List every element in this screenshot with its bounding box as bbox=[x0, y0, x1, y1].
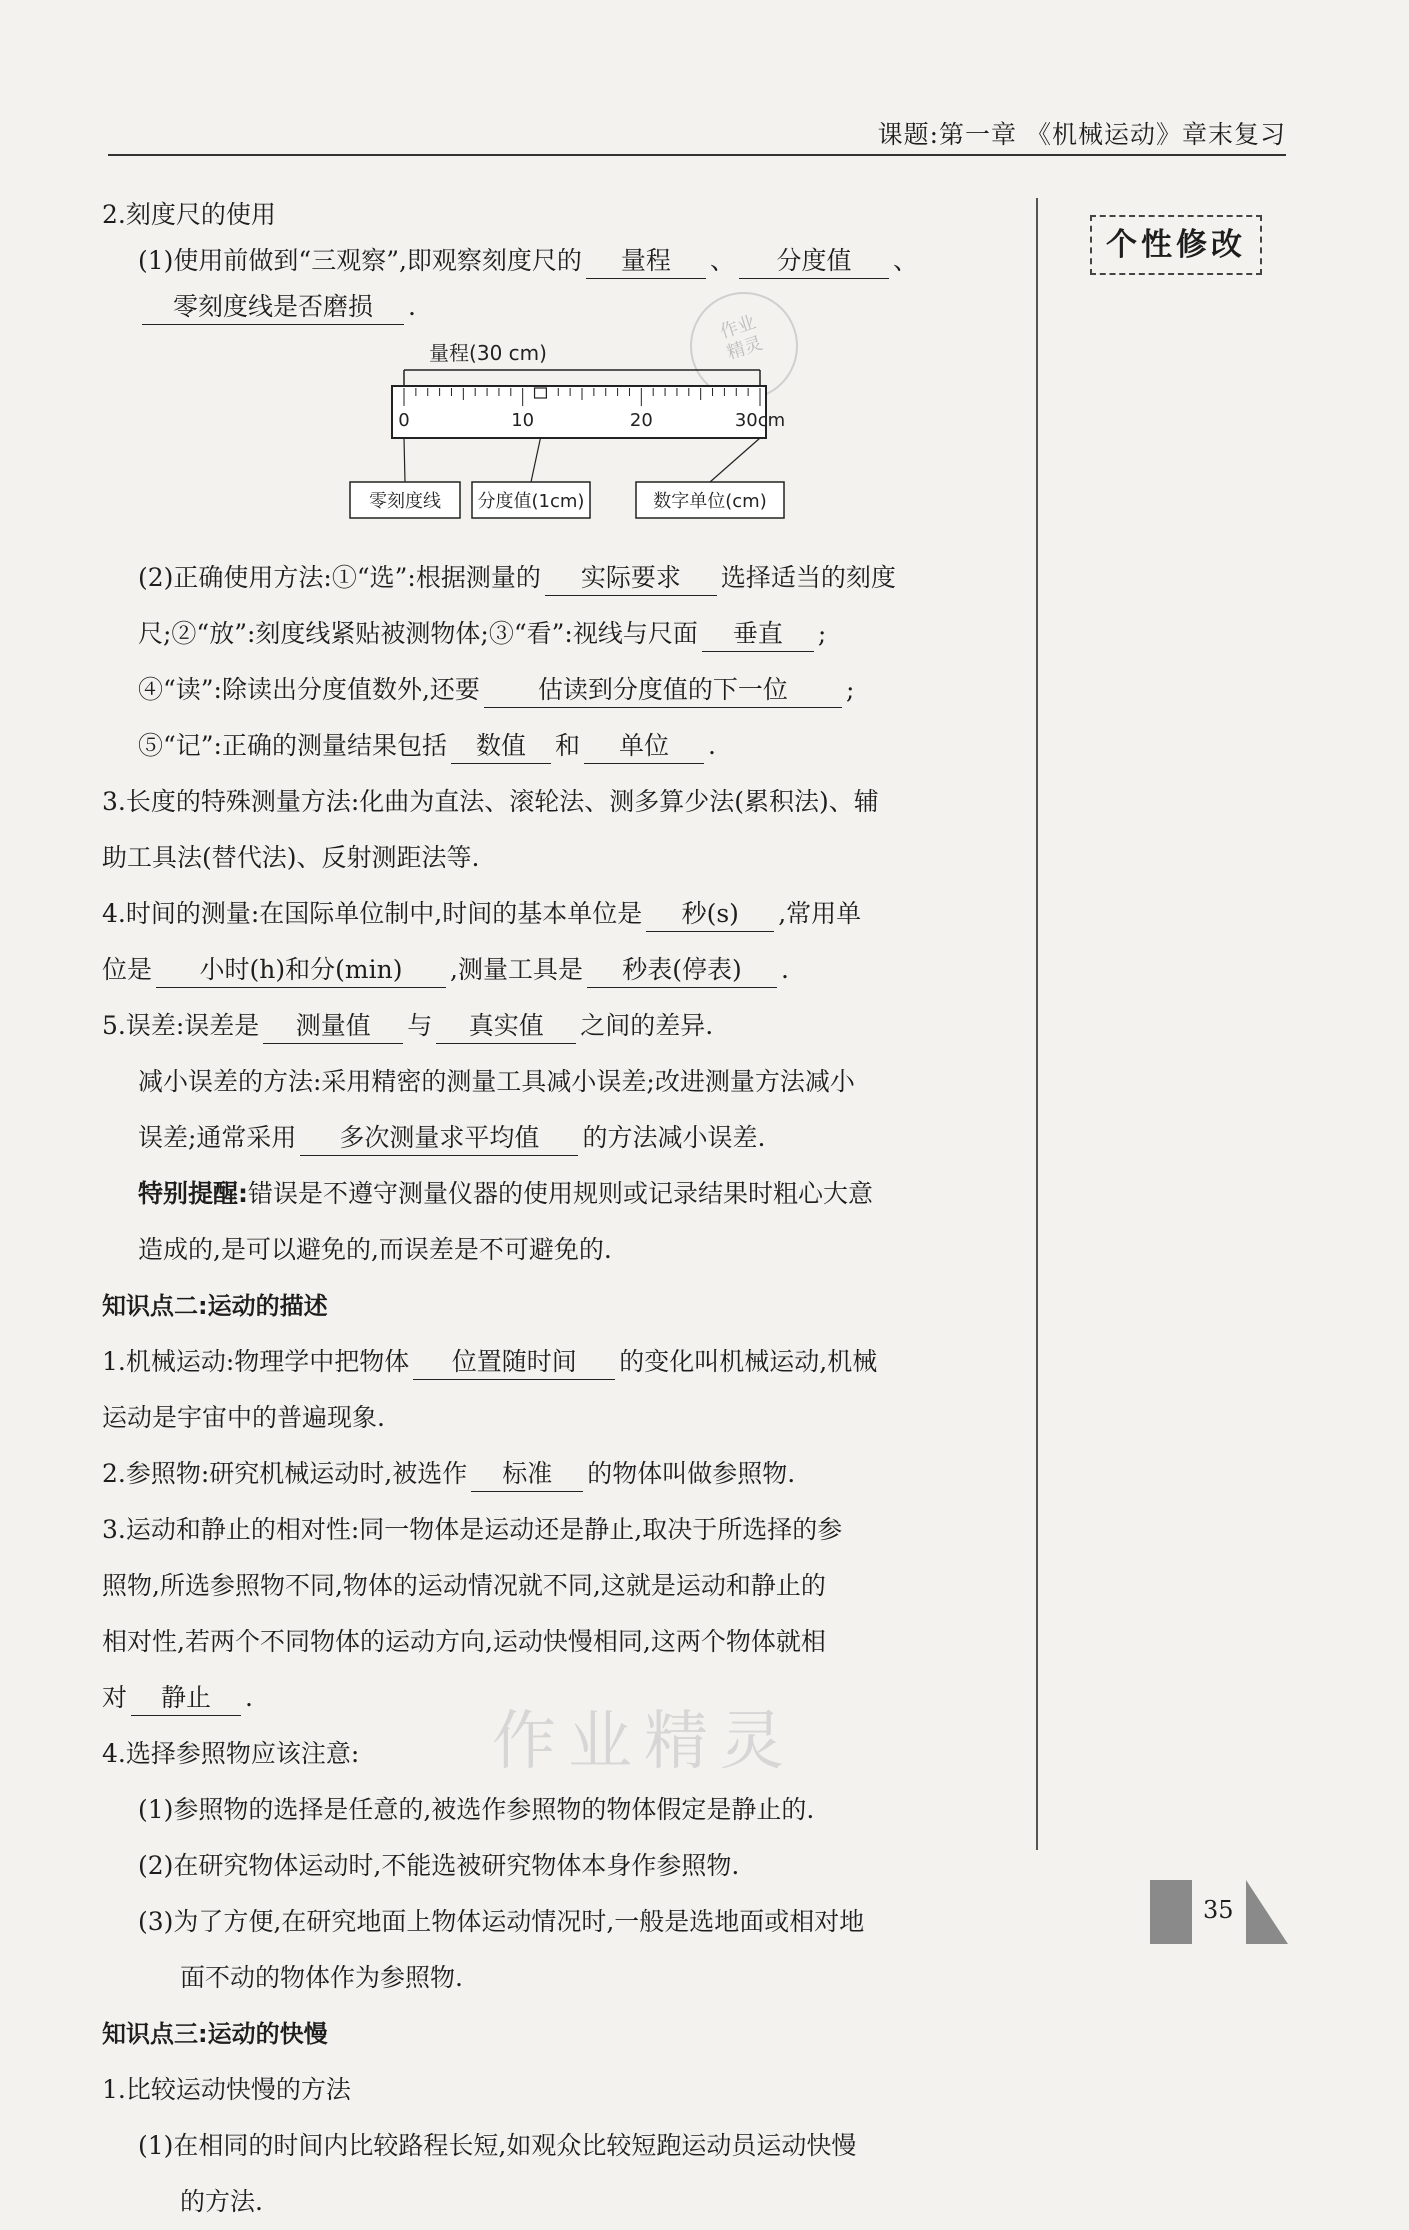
range-label: 量程(30 cm) bbox=[429, 341, 547, 365]
text-line bbox=[102, 1446, 1010, 1502]
callout-line bbox=[710, 438, 760, 482]
section-heading bbox=[102, 1278, 1010, 1334]
line-text: 错误是不遵守测量仪器的使用规则或记录结果时粗心大意 bbox=[248, 1179, 874, 1208]
text-line bbox=[102, 1838, 1010, 1894]
line-text: 2.刻度尺的使用 bbox=[102, 200, 276, 229]
text-line bbox=[102, 238, 1010, 284]
line-text: 、 bbox=[892, 246, 918, 275]
margin-divider bbox=[1036, 198, 1038, 1850]
margin-notes-label: 个性修改 bbox=[1090, 215, 1262, 275]
section-heading bbox=[102, 2006, 1010, 2062]
text-line bbox=[102, 2062, 1010, 2118]
emphasis-label: 特别提醒: bbox=[138, 1179, 248, 1208]
line-text: (1)使用前做到“三观察”,即观察刻度尺的 bbox=[138, 246, 582, 275]
text-line bbox=[102, 998, 1010, 1054]
line-text: 知识点三:运动的快慢 bbox=[102, 2020, 328, 2048]
text-line bbox=[102, 942, 1010, 998]
text-line bbox=[102, 1502, 1010, 1558]
text-line bbox=[102, 1166, 1010, 1222]
line-text: 之间的差异. bbox=[580, 1011, 714, 1040]
fill-in-answer: 标准 bbox=[471, 1457, 583, 1492]
text-line bbox=[102, 1334, 1010, 1390]
line-text: (1)参照物的选择是任意的,被选作参照物的物体假定是静止的. bbox=[138, 1795, 815, 1824]
line-text: 的物体叫做参照物. bbox=[587, 1459, 796, 1488]
line-text: 4.选择参照物应该注意: bbox=[102, 1739, 360, 1768]
stamp-seal: 作业 精灵 bbox=[676, 278, 812, 414]
fill-in-answer: 估读到分度值的下一位 bbox=[484, 673, 842, 708]
fill-in-answer: 多次测量求平均值 bbox=[300, 1121, 578, 1156]
fill-in-answer: 静止 bbox=[131, 1681, 241, 1716]
fill-in-answer: 数值 bbox=[451, 729, 551, 764]
line-text: 误差;通常采用 bbox=[138, 1123, 297, 1152]
line-text: 选择适当的刻度 bbox=[720, 563, 896, 592]
fill-in-answer: 单位 bbox=[584, 729, 704, 764]
text-line bbox=[102, 1390, 1010, 1446]
line-text: 尺;②“放”:刻度线紧贴被测物体;③“看”:视线与尺面 bbox=[138, 619, 698, 648]
text-line bbox=[102, 192, 1010, 238]
fill-in-answer: 位置随时间 bbox=[413, 1345, 615, 1380]
ruler-figure bbox=[102, 330, 1010, 550]
fill-in-answer: 真实值 bbox=[436, 1009, 576, 1044]
fill-in-answer: 实际要求 bbox=[545, 561, 717, 596]
text-line bbox=[102, 1558, 1010, 1614]
line-text: ⑤“记”:正确的测量结果包括 bbox=[138, 731, 447, 760]
page-corner-block bbox=[1150, 1880, 1192, 1944]
tick-label: 30cm bbox=[734, 410, 786, 431]
line-text: (1)在相同的时间内比较路程长短,如观众比较短跑运动员运动快慢 bbox=[138, 2131, 857, 2160]
main-content bbox=[102, 192, 1010, 2230]
line-text: ,常用单 bbox=[778, 899, 862, 928]
fill-in-answer: 垂直 bbox=[702, 617, 814, 652]
line-text: 4.时间的测量:在国际单位制中,时间的基本单位是 bbox=[102, 899, 643, 928]
line-text: . bbox=[780, 955, 789, 984]
text-line bbox=[102, 2118, 1010, 2174]
page-title: 课题:第一章 《机械运动》章末复习 bbox=[877, 120, 1286, 149]
text-line bbox=[102, 1614, 1010, 1670]
page-header bbox=[108, 120, 1286, 156]
page-corner-triangle bbox=[1246, 1880, 1288, 1944]
line-text: (2)正确使用方法:①“选”:根据测量的 bbox=[138, 563, 541, 592]
line-text: 的变化叫机械运动,机械 bbox=[619, 1347, 878, 1376]
callout-label: 数字单位(cm) bbox=[653, 491, 767, 512]
line-text: 运动是宇宙中的普遍现象. bbox=[102, 1403, 385, 1432]
line-text: 3.长度的特殊测量方法:化曲为直法、滚轮法、测多算少法(累积法)、辅 bbox=[102, 787, 879, 816]
line-text: 2.参照物:研究机械运动时,被选作 bbox=[102, 1459, 468, 1488]
text-line bbox=[102, 1782, 1010, 1838]
fill-in-answer: 秒(s) bbox=[646, 897, 774, 932]
line-text: 助工具法(替代法)、反射测距法等. bbox=[102, 843, 480, 872]
line-text: 的方法. bbox=[180, 2187, 263, 2216]
line-text: 的方法减小误差. bbox=[582, 1123, 766, 1152]
text-line bbox=[102, 2174, 1010, 2230]
line-text: (3)为了方便,在研究地面上物体运动情况时,一般是选地面或相对地 bbox=[138, 1907, 865, 1936]
line-text: 、 bbox=[709, 246, 735, 275]
ruler-body bbox=[392, 386, 766, 438]
line-text: . bbox=[245, 1683, 253, 1712]
line-text: 相对性,若两个不同物体的运动方向,运动快慢相同,这两个物体就相 bbox=[102, 1627, 826, 1656]
line-text: 5.误差:误差是 bbox=[102, 1011, 260, 1040]
callout-line bbox=[531, 438, 540, 482]
line-text: 知识点二:运动的描述 bbox=[102, 1292, 328, 1320]
line-text: ; bbox=[817, 619, 827, 648]
tick-label: 20 bbox=[629, 410, 653, 431]
line-text: 造成的,是可以避免的,而误差是不可避免的. bbox=[138, 1235, 612, 1264]
fill-in-answer: 分度值 bbox=[739, 244, 889, 279]
line-text: 1.机械运动:物理学中把物体 bbox=[102, 1347, 410, 1376]
text-line bbox=[102, 1222, 1010, 1278]
line-text: 照物,所选参照物不同,物体的运动情况就不同,这就是运动和静止的 bbox=[102, 1571, 826, 1600]
watermark: 作业精灵 bbox=[492, 1705, 796, 1779]
line-text: ; bbox=[845, 675, 855, 704]
line-text: 位是 bbox=[102, 955, 153, 984]
text-line bbox=[102, 606, 1010, 662]
page-number: 35 bbox=[1203, 1896, 1234, 1924]
line-text: 对 bbox=[102, 1683, 128, 1712]
line-text: (2)在研究物体运动时,不能选被研究物体本身作参照物. bbox=[138, 1851, 740, 1880]
callout-label: 分度值(1cm) bbox=[477, 491, 585, 512]
callout-line bbox=[404, 438, 405, 482]
text-line bbox=[102, 1054, 1010, 1110]
line-text: 与 bbox=[407, 1011, 433, 1040]
text-line bbox=[102, 774, 1010, 830]
line-text: 面不动的物体作为参照物. bbox=[180, 1963, 463, 1992]
line-text: 减小误差的方法:采用精密的测量工具减小误差;改进测量方法减小 bbox=[138, 1067, 855, 1096]
text-line bbox=[102, 1950, 1010, 2006]
text-line bbox=[102, 1110, 1010, 1166]
line-text: ④“读”:除读出分度值数外,还要 bbox=[138, 675, 480, 704]
line-text: ,测量工具是 bbox=[450, 955, 583, 984]
fill-in-answer: 小时(h)和分(min) bbox=[156, 953, 446, 988]
text-line bbox=[102, 830, 1010, 886]
line-text: 3.运动和静止的相对性:同一物体是运动还是静止,取决于所选择的参 bbox=[102, 1515, 843, 1544]
text-line bbox=[102, 662, 1010, 718]
line-text: . bbox=[708, 731, 716, 760]
text-line bbox=[102, 550, 1010, 606]
text-line bbox=[102, 284, 1010, 330]
fill-in-answer: 量程 bbox=[586, 244, 706, 279]
tick-label: 0 bbox=[398, 410, 410, 431]
line-text: . bbox=[408, 292, 416, 321]
line-text: 和 bbox=[555, 731, 581, 760]
fill-in-answer: 秒表(停表) bbox=[587, 953, 777, 988]
text-line bbox=[102, 886, 1010, 942]
text-line bbox=[102, 718, 1010, 774]
fill-in-answer: 测量值 bbox=[263, 1009, 403, 1044]
line-text: 1.比较运动快慢的方法 bbox=[102, 2075, 351, 2104]
text-line bbox=[102, 1894, 1010, 1950]
callout-label: 零刻度线 bbox=[369, 491, 441, 512]
fill-in-answer: 零刻度线是否磨损 bbox=[142, 290, 404, 325]
tick-label: 10 bbox=[511, 410, 535, 431]
